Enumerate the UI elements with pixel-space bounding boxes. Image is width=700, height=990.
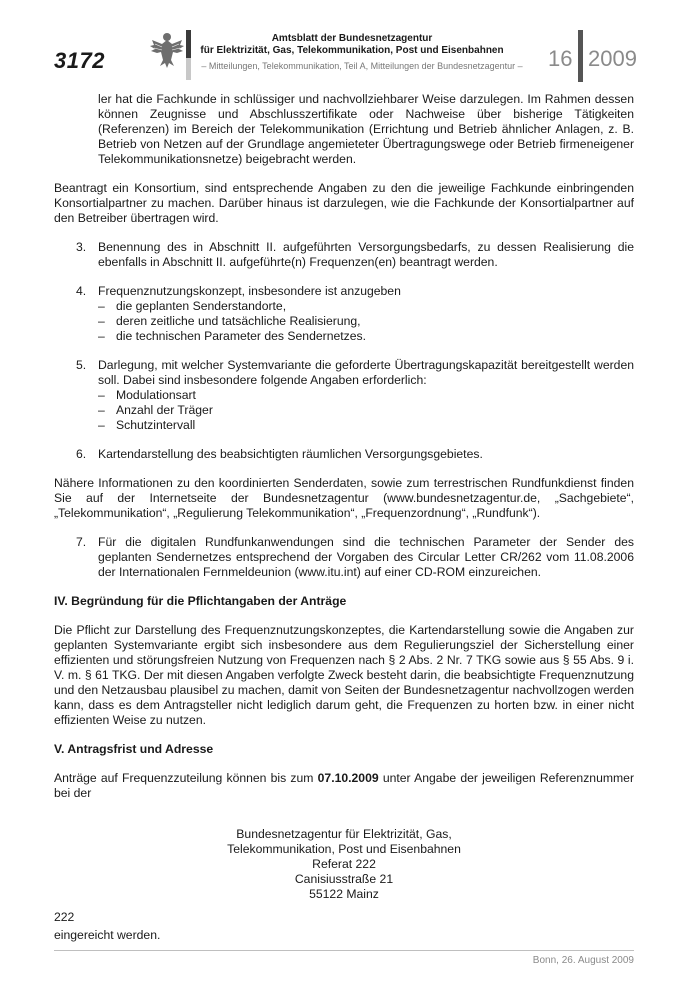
list-number: 3. (76, 240, 87, 254)
list-number: 5. (76, 358, 87, 372)
dash-item: – Modulationsart (98, 388, 196, 402)
dash-item: – Anzahl der Träger (98, 403, 213, 417)
section-heading-v: V. Antragsfrist und Adresse (54, 742, 214, 756)
address-line: Referat 222 (312, 857, 376, 871)
section-heading-iv: IV. Begründung für die Pflichtangaben der Anträge (54, 594, 347, 608)
paragraph-begruendung: Die Pflicht zur Darstellung des Frequenznutzungskonzeptes, die Kartendarstellung sowie die Angaben zur geplanten Systemvariante ergibt sich insbesondere aus dem Regulierungsziel der Sicherstellung einer effizienten und störungsfreien Nutzung von Frequenzen nach § 2 Abs. 2 Nr. 7 TKG sowie aus § 55 Abs. 9 i. V. m. § 61 TKG. Der mit diesen Angaben verfolgte Zweck besteht darin, die beabsichtigte Frequenznutzung und den Netzausbau plausibel zu machen, damit von Seiten der Bundesnetzagentur nachvollzogen werden kann, dass es dem Antragsteller nicht lediglich darum geht, die Frequenzen zu horten bzw. in einer nicht effizienten Weise zu nutzen. (54, 623, 634, 727)
paragraph-frist: Anträge auf Frequenzzuteilung können bis zum 07.10.2009 unter Angabe der jeweiligen Referenznummer bei der (54, 771, 635, 800)
address-block (54, 827, 634, 902)
address-line: 55122 Mainz (309, 887, 379, 901)
list-number: 7. (76, 535, 87, 549)
list-number: 6. (76, 447, 87, 461)
issue-divider (578, 30, 583, 82)
dash-item: – Schutzintervall (98, 418, 196, 432)
paragraph-closing: eingereicht werden. (54, 928, 161, 942)
dash-item: – deren zeitliche und tatsächliche Realisierung, (98, 314, 361, 328)
issue-number: 16 (548, 46, 573, 71)
list-item-3 (54, 240, 634, 270)
federal-eagle-icon (148, 30, 186, 70)
paragraph-info: Nähere Informationen zu den koordinierten Senderdaten, sowie zum terrestrischen Rundfunkdienst finden Sie auf der Internetseite der Bundesnetzagentur (www.bundesnetzagentur.de, „Sachgebiete“, „Telekommunikation“, „Regulierung Telekommunikation“, „Frequenzordnung“, „Rundfunk“). (54, 476, 634, 520)
document-body (54, 92, 634, 943)
address-line: Bundesnetzagentur für Elektrizität, Gas, (236, 827, 452, 841)
footer-place-date: Bonn, 26. August 2009 (532, 955, 634, 966)
deadline-date: 07.10.2009 (317, 771, 379, 785)
list-text: Für die digitalen Rundfunkanwendungen sind die technischen Parameter der Sender des geplanten Sendernetzes entsprechend der Vorgaben des Circular Letter CR/262 vom 11.08.2006 der Internationalen Fernmeldeunion (www.itu.int) auf einer CD-ROM einzureichen. (98, 535, 634, 579)
list-item-7 (54, 535, 634, 580)
list-text: Benennung des in Abschnitt II. aufgeführten Versorgungsbedarfs, zu dessen Realisierung die ebenfalls in Abschnitt II. aufgeführte(n) Frequenzen(en) beantragt werden. (98, 240, 634, 269)
paragraph-konsortium: Beantragt ein Konsortium, sind entsprechende Angaben zu den die jeweilige Fachkunde einbringenden Konsortialpartner zu machen. Darüber hinaus ist darzulegen, wie die Fachkunde der Konsortialpartner auf den Betreiber übertragen wird. (54, 181, 634, 225)
issue-year: 2009 (588, 46, 637, 71)
gazette-title (192, 33, 512, 57)
gazette-title-line2: für Elektrizität, Gas, Telekommunikation, Post und Eisenbahnen (200, 45, 504, 56)
header-divider-lower (186, 58, 191, 80)
dash-item: – die geplanten Senderstandorte, (98, 299, 287, 313)
address-line: Canisiusstraße 21 (294, 872, 394, 886)
gazette-subtitle: – Mitteilungen, Telekommunikation, Teil A, Mitteilungen der Bundesnetzagentur – (201, 61, 523, 71)
gazette-title-line1: Amtsblatt der Bundesnetzagentur (271, 33, 433, 44)
section-page-number: 222 (54, 910, 75, 924)
list-item-5 (54, 358, 634, 388)
list-text: Frequenznutzungskonzept, insbesondere ist anzugeben (98, 284, 401, 298)
address-line: Telekommunikation, Post und Eisenbahnen (227, 842, 461, 856)
dash-item: – die technischen Parameter des Sendernetzes. (98, 329, 366, 343)
paragraph-continuation: ler hat die Fachkunde in schlüssiger und nachvollziehbarer Weise darzulegen. Im Rahmen dessen können Zeugnisse und Abschlusszertifikate oder Nachweise über bisherige Tätigkeiten (Referenzen) im Bereich der Telekommunikation (Errichtung und Betrieb ähnlicher Anlagen, z. B. Betrieb von Netzen auf der Grundlage angemieteter Übertragungswege oder Betrieb firmeneigener Telekommunikationsnetze) beigebracht werden. (98, 92, 634, 166)
list-text: Kartendarstellung des beabsichtigten räumlichen Versorgungsgebietes. (98, 447, 483, 461)
list-text: Darlegung, mit welcher Systemvariante die geforderte Übertragungskapazität bereitgestellt werden soll. Dabei sind insbesondere folgende Angaben erforderlich: (98, 358, 634, 387)
list-item-4 (54, 284, 634, 299)
footer-rule (54, 950, 634, 951)
list-item-6 (54, 447, 634, 462)
page-number: 3172 (54, 48, 105, 73)
list-number: 4. (76, 284, 87, 298)
